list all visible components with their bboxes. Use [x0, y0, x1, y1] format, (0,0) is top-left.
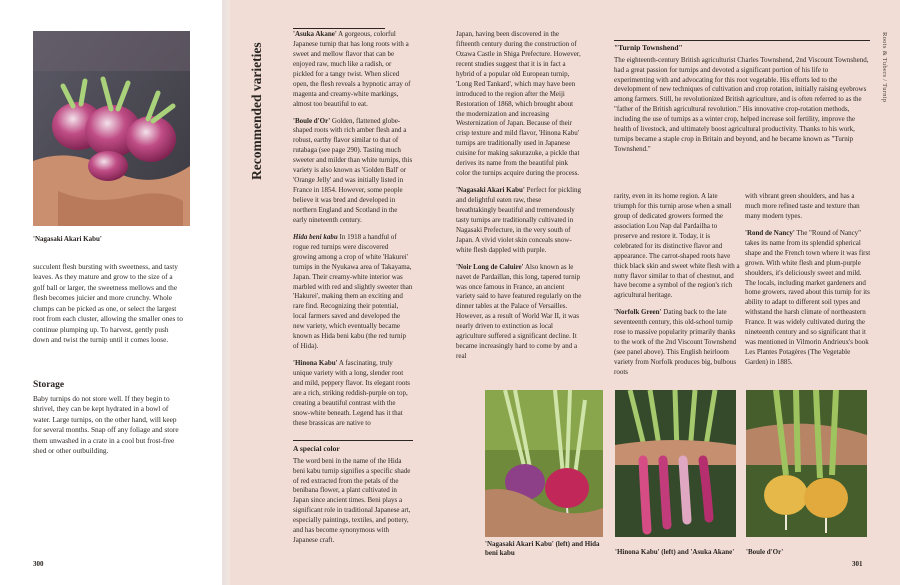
box-text: The eighteenth-century British agriculturist Charles Townshend, 2nd Viscount Townshend, had a great passion for turnips and devoted a significant portion of his life to experimenting with and advocating for this root vegetable. His efforts led to the development of new techniques of cultivation and crop rotation, initially raising eyebrows among farmers. Still, he revolutionized British agriculture, and is often referred to as the "father of the British agricultural revolution." His innovative crop-rotation methods, including the use of turnips as a winter crop, helped increase soil fertility, improve the health of livestock, and ultimately boost agricultural productivity. Thanks to his work, turnips became a staple crop in Britain and beyond, and he became known as "Turnip Townshend." — [614, 55, 869, 154]
photo-caption — [615, 548, 745, 557]
variety-description: rarity, even in its home region. A late triumph for this turnip arose when a small group of dedicated growers formed the association Lou Nap dal Pardailha to preserve and restore it. Today, it is celebrated for its distinctive flavor and appearance. The carrot-shaped roots have thick black skin and sweet white flesh with a nutty flavor similar to that of chestnut, and have become a symbol of the region's rich agricultural heritage. — [614, 192, 740, 300]
column-2 — [456, 30, 582, 369]
variety-description: Golden, flattened globe-shaped roots with rich amber flesh and a robust, earthy flavor similar to that of rutabaga (see page 290). Tasting much sweeter and milder than white turnips, this variety is also known as 'Golden Ball' or 'Orange Jelly' and was initially listed in France in 1854. However, some people believe it was bred and developed in northern England and Scotland in the early nineteenth century. — [293, 116, 413, 224]
variety-name: 'Rond de Nancy' — [745, 228, 795, 237]
variety-name: 'Hinona Kabu' — [293, 359, 338, 368]
variety-description: Perfect for pickling and delightful eaten raw, these breathtakingly beautiful and tremendously tasty turnips are traditionally cultivated in Nagasaki Prefecture, in the very south of Japan. A vivid violet skin conceals snow-white flesh dappled with purple. — [456, 186, 582, 254]
special-color-box — [293, 444, 413, 546]
variety-name: 'Boule d'Or' — [293, 116, 331, 125]
book-spine — [222, 0, 230, 585]
box-heading: A special color — [293, 444, 340, 453]
variety-name: Hida beni kabu — [293, 232, 338, 241]
variety-description: In 1918 a handful of rogue red turnips were discovered growing among a crop of white 'Hakurei' turnips in the Nyukawa area of Takayama, Japan. Their creamy-white interior was marbled with red and slightly sweeter than 'Hakurei', making them an exciting and rare find. Recognizing their potential, local farmers saved and developed the new variety, which eventually became known as Hida beni kabu (the red turnip of Hida). — [293, 232, 413, 351]
photo-caption-text: 'Hinona Kabu' (left) and 'Asuka Akane' — [615, 548, 735, 556]
box-heading: "Turnip Townshend" — [614, 43, 683, 52]
variety-description: with vibrant green shoulders, and has a much more refined taste and texture than many modern types. — [745, 192, 860, 220]
storage-paragraph: Baby turnips do not store well. If they begin to shrivel, they can be kept hydrated in a bowl of water. Large turnips, on the other hand, will keep for several months. Snap off any foliage and store them unwashed in a crate in a cool but frost-free shed or other outbuilding. — [33, 394, 179, 456]
variety-name: 'Noir Long de Caluire' — [456, 262, 524, 271]
variety-name: 'Asuka Akane' — [293, 30, 337, 38]
photo-caption — [485, 540, 611, 559]
left-page — [0, 0, 222, 585]
photo-caption-text: 'Boule d'Or' — [746, 548, 784, 556]
growing-paragraph: succulent flesh bursting with sweetness, and tasty leaves. As they mature and grow to the size of a golf ball or larger, the sweetness mellows and the flesh becomes juicier and more crunchy. Whole clumps can be picked as one, or select the largest root from each cluster, allowing the smaller ones to continue plumping up. To harvest, gently push down and twist the turnip until it comes loose. — [33, 262, 183, 344]
photo-caption — [746, 548, 866, 557]
photo-caption: 'Nagasaki Akari Kabu' — [33, 235, 102, 243]
section-title: Recommended varieties — [249, 42, 264, 180]
variety-description: A fascinating, truly unique variety with a long, slender root and mild, peppery flavor. Its elegant roots are a rich, striking reddish-purple on top, creating a beautiful contrast with the snow-white beneath. Legend has it that these brassicas are native to — [293, 359, 411, 427]
variety-description: Japan, having been discovered in the fifteenth century during the construction of Ozawa Castle in Shiga Prefecture. However, recent studies suggest that it is in fact a hybrid of a popular old European turnip, 'Long Red Tankard', which may have been introduced to the region after the Meiji Restoration of 1868, which brought about the modernization and increasing Westernization of Japan. Because of their crisp texture and mild flavor, 'Hinona Kabu' turnips are traditionally used in Japanese cuisine for making sakurazuke, a pickle that derives its name from the beautiful pink color the turnips acquire during the process. — [456, 30, 581, 178]
column-rule — [293, 28, 385, 29]
variety-description: Dating back to the late seventeenth century, this old-school turnip rose to massive popularity primarily thanks to the work of the 2nd Viscount Townshend (see panel above). This English heirloom variety from Norfolk produces big, bulbous roots — [614, 308, 737, 376]
turnip-photo-nagasaki-hida — [485, 390, 603, 537]
variety-description: A gorgeous, colorful Japanese turnip that has long roots with a sweet and mellow flavor that can be enjoyed raw, much like a radish, or pickled for a tangy twist. When sliced open, the flesh reveals a hypnotic array of magenta and creamy-white markings, almost too beautiful to eat. — [293, 30, 411, 108]
column-1 — [293, 30, 413, 436]
column-3 — [614, 192, 740, 385]
variety-name: 'Nagasaki Akari Kabu' — [456, 186, 525, 195]
running-head: Roots & Tubers / Turnip — [881, 32, 888, 103]
variety-description: The "Round of Nancy" takes its name from its splendid spherical shape and the French town where it was first grown. With white flesh and plum-purple shoulders, it's deliciously sweet and mild. The locals, including market gardeners and home growers, raved about this turnip for its ability to adapt to different soil types and withstand the harsh climate of northeastern France. It was widely cultivated during the nineteenth century and so significant that it was mentioned in Vilmorin Andrieux's book Les Plantes Potagères (The Vegetable Garden) in 1885. — [745, 228, 871, 366]
page-number-right: 301 — [852, 560, 863, 568]
turnip-photo-nagasaki — [33, 31, 190, 226]
turnip-photo-hinona-asuka — [615, 390, 736, 537]
turnip-photo-boule-dor — [746, 390, 867, 537]
box-rule — [293, 440, 413, 441]
storage-heading: Storage — [33, 380, 65, 390]
variety-description: Also known as le navet de Pardaillan, this long, tapered turnip was once famous in France, an ancient variety said to have featured regularly on the dinner tables at the Palace of Versailles. However, as a result of World War II, it was nearly driven to extinction as local agriculture suffered a significant decline. It became increasingly hard to come by and a real — [456, 262, 582, 361]
variety-name: 'Norfolk Green' — [614, 308, 662, 317]
turnip-townshend-box — [614, 43, 870, 155]
column-4 — [745, 192, 871, 375]
photo-caption-text: 'Nagasaki Akari Kabu' (left) and Hida beni kabu — [485, 540, 600, 558]
box-text: The word beni in the name of the Hida beni kabu turnip signifies a specific shade of red extracted from the petals of the benibana flower, a plant cultivated in Japan since ancient times. Beni plays a significant role in traditional Japanese art, especially paintings, textiles, and pottery, and has become synonymous with Japanese craft. — [293, 456, 411, 545]
box-rule — [614, 40, 870, 41]
page-number-left: 300 — [33, 560, 44, 568]
